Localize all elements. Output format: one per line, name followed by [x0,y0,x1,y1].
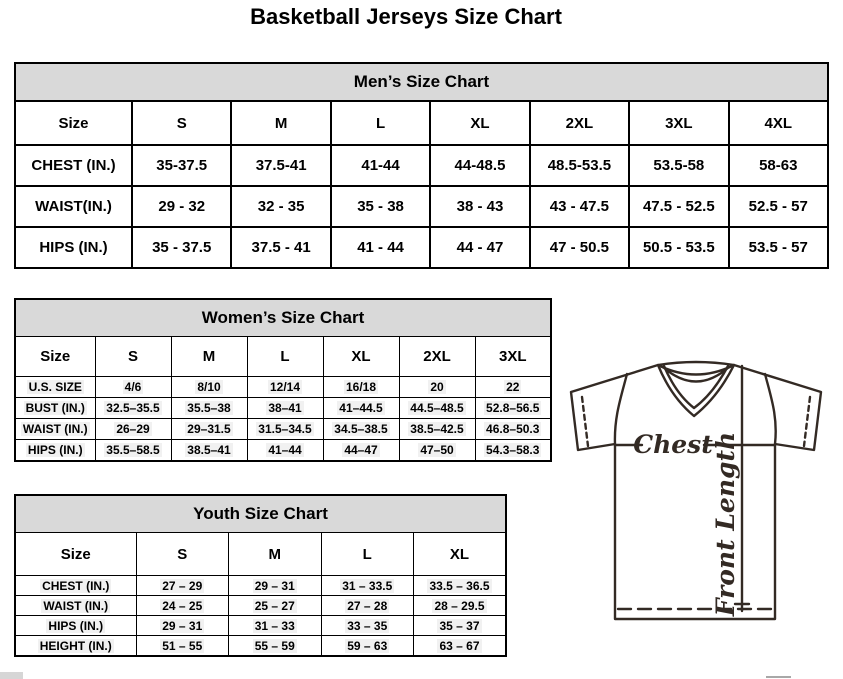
size-value-cell: 47–50 [399,440,475,462]
column-header: S [136,533,229,576]
column-header: M [229,533,322,576]
row-label: HIPS (IN.) [15,440,95,462]
size-value-cell: 55 – 59 [229,636,322,657]
size-value-cell: 29–31.5 [171,419,247,440]
size-value-cell: 52.5 - 57 [729,186,828,227]
column-header: L [321,533,414,576]
size-value-cell: 33.5 – 36.5 [414,576,507,596]
size-value-cell: 27 – 28 [321,596,414,616]
column-header: Size [15,101,132,145]
size-value-cell: 32.5–35.5 [95,398,171,419]
size-value-cell: 35.5–38 [171,398,247,419]
column-header: M [171,337,247,377]
column-header: S [132,101,231,145]
column-header: XL [430,101,529,145]
size-table [14,494,507,657]
mens-size-chart [14,62,829,269]
column-header: 2XL [399,337,475,377]
size-value-cell: 31.5–34.5 [247,419,323,440]
size-value-cell: 50.5 - 53.5 [629,227,728,268]
size-value-cell: 37.5 - 41 [231,227,330,268]
size-value-cell: 35 - 38 [331,186,430,227]
size-value-cell: 29 – 31 [229,576,322,596]
table-row [15,596,506,616]
scrollbar-corner-artifact [766,676,791,678]
womens-size-chart [14,298,552,462]
jersey-measurement-diagram [558,352,840,624]
size-value-cell: 44 - 47 [430,227,529,268]
column-header: XL [414,533,507,576]
row-label: HEIGHT (IN.) [15,636,136,657]
table-row [15,398,551,419]
size-value-cell: 33 – 35 [321,616,414,636]
size-value-cell: 31 – 33.5 [321,576,414,596]
column-header: 2XL [530,101,629,145]
size-value-cell: 38–41 [247,398,323,419]
size-value-cell: 54.3–58.3 [475,440,551,462]
size-value-cell: 41 - 44 [331,227,430,268]
row-label: CHEST (IN.) [15,145,132,186]
size-value-cell: 53.5 - 57 [729,227,828,268]
size-value-cell: 28 – 29.5 [414,596,507,616]
table-title: Women’s Size Chart [15,299,551,337]
row-label: BUST (IN.) [15,398,95,419]
scrollbar-corner-artifact [0,672,23,679]
size-value-cell: 20 [399,377,475,398]
table-row [15,636,506,657]
size-value-cell: 35 – 37 [414,616,507,636]
column-header: L [247,337,323,377]
table-row [15,227,828,268]
size-value-cell: 35.5–58.5 [95,440,171,462]
size-value-cell: 38.5–41 [171,440,247,462]
size-table [14,62,829,269]
size-value-cell: 22 [475,377,551,398]
column-header: XL [323,337,399,377]
column-header: S [95,337,171,377]
table-row [15,145,828,186]
column-header: Size [15,533,136,576]
size-header-row [15,533,506,576]
row-label: WAIST (IN.) [15,596,136,616]
row-label: U.S. SIZE [15,377,95,398]
size-value-cell: 38.5–42.5 [399,419,475,440]
size-value-cell: 52.8–56.5 [475,398,551,419]
chest-label: Chest [633,430,713,459]
table-row [15,186,828,227]
table-row [15,576,506,596]
front-length-label: Front Length [711,431,740,617]
size-value-cell: 29 - 32 [132,186,231,227]
column-header: 3XL [475,337,551,377]
row-label: WAIST(IN.) [15,186,132,227]
size-value-cell: 48.5-53.5 [530,145,629,186]
table-row [15,377,551,398]
size-value-cell: 46.8–50.3 [475,419,551,440]
page-title: Basketball Jerseys Size Chart [250,4,562,29]
size-value-cell: 51 – 55 [136,636,229,657]
size-value-cell: 4/6 [95,377,171,398]
table-title: Men’s Size Chart [15,63,828,101]
size-value-cell: 47 - 50.5 [530,227,629,268]
size-value-cell: 59 – 63 [321,636,414,657]
size-value-cell: 38 - 43 [430,186,529,227]
jersey-outline-icon [571,362,821,619]
size-value-cell: 37.5-41 [231,145,330,186]
size-value-cell: 58-63 [729,145,828,186]
column-header: L [331,101,430,145]
row-label: CHEST (IN.) [15,576,136,596]
size-value-cell: 53.5-58 [629,145,728,186]
size-value-cell: 8/10 [171,377,247,398]
column-header: Size [15,337,95,377]
size-value-cell: 26–29 [95,419,171,440]
column-header: 3XL [629,101,728,145]
size-value-cell: 24 – 25 [136,596,229,616]
size-value-cell: 29 – 31 [136,616,229,636]
row-label: WAIST (IN.) [15,419,95,440]
size-table [14,298,552,462]
size-value-cell: 12/14 [247,377,323,398]
table-title: Youth Size Chart [15,495,506,533]
size-value-cell: 44–47 [323,440,399,462]
size-value-cell: 44.5–48.5 [399,398,475,419]
size-header-row [15,337,551,377]
youth-size-chart [14,494,507,657]
size-value-cell: 16/18 [323,377,399,398]
size-value-cell: 47.5 - 52.5 [629,186,728,227]
size-value-cell: 43 - 47.5 [530,186,629,227]
table-row [15,419,551,440]
column-header: 4XL [729,101,828,145]
size-value-cell: 35 - 37.5 [132,227,231,268]
size-value-cell: 41–44 [247,440,323,462]
size-value-cell: 27 – 29 [136,576,229,596]
row-label: HIPS (IN.) [15,616,136,636]
size-value-cell: 35-37.5 [132,145,231,186]
size-value-cell: 63 – 67 [414,636,507,657]
table-row [15,440,551,462]
size-value-cell: 44-48.5 [430,145,529,186]
size-value-cell: 34.5–38.5 [323,419,399,440]
size-value-cell: 41-44 [331,145,430,186]
size-value-cell: 31 – 33 [229,616,322,636]
size-value-cell: 32 - 35 [231,186,330,227]
column-header: M [231,101,330,145]
table-row [15,616,506,636]
size-header-row [15,101,828,145]
size-value-cell: 41–44.5 [323,398,399,419]
row-label: HIPS (IN.) [15,227,132,268]
size-value-cell: 25 – 27 [229,596,322,616]
